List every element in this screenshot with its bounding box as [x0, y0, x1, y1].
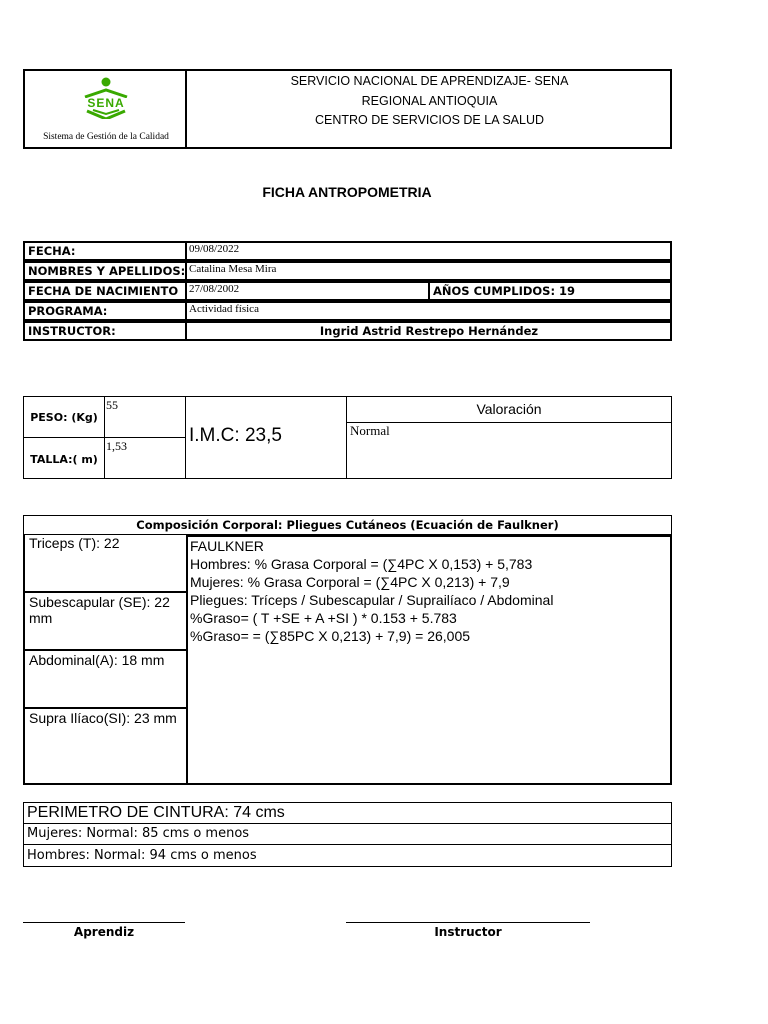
peso-label: PESO: (Kg) [24, 397, 105, 438]
aprendiz-signature-line [23, 922, 185, 923]
fecha-label: FECHA: [25, 243, 187, 259]
programa-label: PROGRAMA: [25, 303, 187, 319]
header-line-3: CENTRO DE SERVICIOS DE LA SALUD [315, 113, 544, 127]
row-programa [23, 301, 672, 321]
perimetro-title: PERIMETRO DE CINTURA: 74 cms [23, 802, 672, 824]
header-line-2: REGIONAL ANTIOQUIA [361, 93, 498, 108]
composition-title: Composición Corporal: Pliegues Cutáneos (Ecuación de Faulkner) [23, 515, 672, 535]
peso-value: 55 [105, 397, 186, 438]
formula-line: %Graso= = (∑85PC X 0,213) + 7,9) = 26,005 [190, 628, 471, 644]
talla-label: TALLA:( m) [24, 438, 105, 478]
row-nombres [23, 261, 672, 281]
perimetro-mujeres: Mujeres: Normal: 85 cms o menos [23, 823, 672, 845]
instructor-value: Ingrid Astrid Restrepo Hernández [319, 324, 539, 338]
fecha-value: 09/08/2022 [189, 243, 240, 255]
logo-caption: Sistema de Gestión de la Calidad [43, 132, 169, 142]
formula-line: Pliegues: Tríceps / Subescapular / Suprailíaco / Abdominal [190, 592, 554, 608]
composition-left-column [23, 535, 188, 785]
abdominal-cell: Abdominal(A): 18 mm [25, 651, 186, 709]
talla-value: 1,53 [105, 438, 186, 478]
nacimiento-value: 27/08/2002 [189, 283, 240, 295]
programa-value: Actividad física [189, 303, 259, 315]
aprendiz-label: Aprendiz [73, 925, 135, 939]
row-nacimiento [23, 281, 672, 301]
logo-text: SENA [87, 96, 125, 110]
anos-cell [428, 283, 670, 299]
row-fecha [23, 241, 672, 261]
nombres-label: NOMBRES Y APELLIDOS: [25, 263, 187, 279]
imc-value: I.M.C: 23,5 [186, 397, 347, 478]
valoracion-label: Valoración [347, 397, 671, 423]
formula-line: %Graso= ( T +SE + A +SI ) * 0.153 + 5.783 [190, 610, 457, 626]
header-lines [189, 71, 670, 147]
perimetro-hombres: Hombres: Normal: 94 cms o menos [23, 844, 672, 867]
instructor-signature-line [346, 922, 590, 923]
formula-line: Hombres: % Grasa Corporal = (∑4PC X 0,153) + 5,783 [190, 556, 533, 572]
subescapular-cell: Subescapular (SE): 22 mm [25, 593, 186, 651]
formula-line: FAULKNER [190, 538, 264, 554]
measurements-table [23, 396, 672, 479]
suprailiaco-cell: Supra Ilíaco(SI): 23 mm [29, 710, 177, 726]
instructor-signature-label: Instructor [434, 925, 502, 939]
triceps-cell: Triceps (T): 22 [25, 535, 186, 593]
anos-label: AÑOS CUMPLIDOS: 19 [433, 284, 576, 298]
instructor-label: INSTRUCTOR: [25, 323, 187, 339]
formula-line: Mujeres: % Grasa Corporal = (∑4PC X 0,213) + 7,9 [190, 574, 510, 590]
page-title: FICHA ANTROPOMETRIA [262, 184, 432, 200]
row-instructor [23, 321, 672, 341]
nombres-value: Catalina Mesa Mira [189, 263, 277, 275]
logo-cell [25, 71, 187, 147]
header-box [23, 69, 672, 149]
valoracion-value: Normal [350, 423, 390, 438]
nacimiento-label: FECHA DE NACIMIENTO [25, 283, 187, 299]
header-line-1: SERVICIO NACIONAL DE APRENDIZAJE- SENA [290, 74, 569, 88]
composition-formulas [186, 535, 672, 785]
